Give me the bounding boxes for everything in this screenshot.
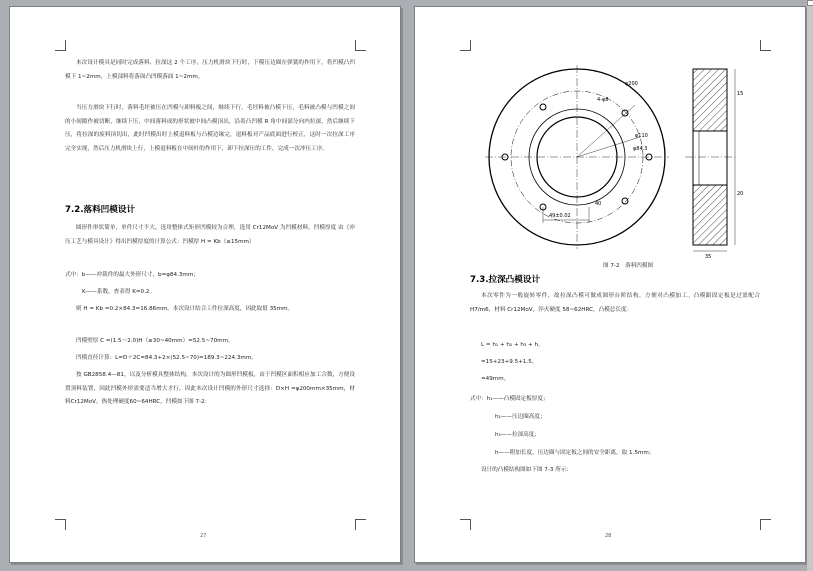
dim-label: φ84.3: [633, 146, 648, 152]
page-number: 28: [605, 533, 612, 539]
bolt-hole: [622, 198, 628, 204]
paragraph: h₃——拉深高度；: [495, 432, 540, 438]
paragraph: K——系数，查表得 K=0.2。: [82, 289, 156, 295]
dim-label: 15: [737, 91, 744, 97]
page-27: [9, 6, 401, 563]
dim-label: φ110: [635, 133, 648, 139]
crop-mark: [55, 519, 66, 530]
paragraph: 按 GB2858.4—81，以及分析模具整体结构，本次设计的为圆形凹模板，由于凹模区面积相应加工合数，方便设置顶料装置，因此凹模外形需要适当增大才行，因此本次设计凹模的外形尺寸选择：D×H =φ200mm×35mm，材料Cr12MoV，热处理硬度60~64HRC，凹模如下图 7-2：: [65, 372, 355, 405]
crop-mark: [760, 40, 771, 51]
dim-label: φ200: [625, 81, 638, 87]
dim-label: 35: [705, 254, 712, 260]
dim-label: 40: [595, 201, 602, 207]
section-heading-7-3: 7.3.拉深凸模设计: [470, 275, 541, 285]
paragraph: 本次设计模具是同时完成落料、拉深这 2 个工序，压力机滑块下行时，下模压边圈在弹簧的作用下，将凹模凸凹模下 1~2mm，上模部料将落面凸凹模落面 1~2mm。: [65, 60, 355, 80]
crop-mark: [355, 40, 366, 51]
paragraph: 则 H = Kb =0.2×84.3=16.86mm，本次设计结合工件拉深高度，因此取值 35mm。: [76, 306, 294, 312]
paragraph: 式中：b——冲裁件的最大外形尺寸，b=φ84.3mm；: [65, 272, 199, 278]
page-number: 27: [200, 533, 207, 539]
hatch-top: [693, 69, 727, 131]
paragraph: L = h₁ + h₂ + h₃ + h。: [481, 342, 544, 348]
paragraph: 凹模直径计算：L=D＋2C=84.3+2×(52.5~70)=189.3~224.3mm。: [76, 355, 257, 361]
paragraph: 式中：h₁——凸模固定板厚度；: [470, 396, 549, 402]
paragraph: 本次零件为一般旋转零件，故拉深凸模可做成圆形台阶结构，方便对凸模加工。凸模跟固定板是过盈配合 H7/m6，材料 Cr12MoV，淬火硬度 58~62HRC，凸模总长度：: [470, 293, 760, 313]
section-heading-7-2: 7.2.落料凹模设计: [65, 205, 136, 215]
dim-label: 4-φ8: [597, 97, 609, 103]
crop-mark: [460, 519, 471, 530]
dim-label: 49±0.02: [549, 213, 571, 219]
dim-label: 20: [737, 191, 744, 197]
scroll-thumb[interactable]: [807, 0, 813, 6]
crop-mark: [460, 40, 471, 51]
crop-mark: [55, 40, 66, 51]
figure-caption: 图 7-2 落料凹模图: [603, 263, 654, 269]
paragraph: h₂——压边圈高度；: [495, 414, 546, 420]
paragraph: 设计的凸模结构图如下图 7-3 所示：: [481, 467, 573, 473]
paragraph: h——附加长度，压边圈与固定板之间的安全距离，取 1.5mm；: [495, 450, 655, 456]
paragraph: 圆形件形状简单，单件尺寸不大，选用整体式矩形凹模较为合理，选用 Cr12MoV 为凹模材料。凹模厚度 由《冲压工艺与模具设计》得出凹模厚度的计算公式：凹模厚 H = Kb（≥15mm）: [65, 225, 355, 245]
hatch-bottom: [693, 185, 727, 245]
bolt-hole: [622, 110, 628, 116]
paragraph: =15+23+9.5+1.5。: [481, 359, 538, 365]
crop-mark: [760, 519, 771, 530]
paragraph: 凹模壁厚 C =(1.5～2.0)H（≥30~40mm）=52.5~70mm。: [76, 338, 234, 344]
vertical-scrollbar[interactable]: [807, 0, 813, 571]
crop-mark: [355, 519, 366, 530]
paragraph: =49mm。: [481, 376, 510, 382]
bolt-hole: [540, 104, 546, 110]
page-28: [414, 6, 806, 563]
die-drawing: [485, 55, 765, 260]
paragraph: 当压力滑块下行时，落料毛坯被压在凹模与卸料板之间，继续下行，毛坯料被凸模下压，毛料被凸模与凹模之间的小间隙作被切断，继续下压，中间落料成的形状被中间凸模顶出，沿着凸凹模 R 角中间部分向内拉深，然后继续下压，将拉深的废料顶切出，此时凹模出时上模退料板与凸模边缘完，退料板对产品底面进行校正，这时一次拉深工序完全实现，然后压力机滑块上行，上模退料板在中间杆的作用下，卸下拉深压的工件，完成一次冲压工序。: [65, 105, 355, 152]
